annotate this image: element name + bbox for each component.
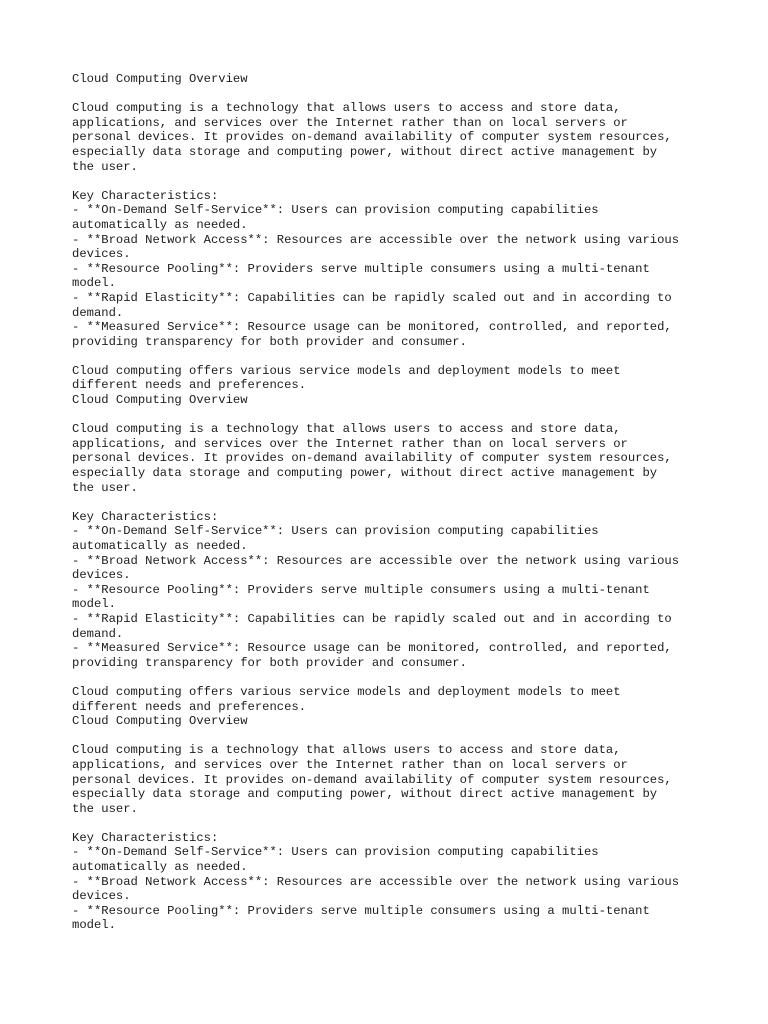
blank-line xyxy=(72,816,732,831)
text-line: applications, and services over the Internet rather than on local servers or xyxy=(72,757,628,772)
blank-line xyxy=(72,408,732,423)
text-line: Cloud Computing Overview xyxy=(72,72,248,86)
text-line: Key Characteristics: xyxy=(72,188,219,203)
blank-line xyxy=(72,87,732,102)
text-line: Cloud computing offers various service models and deployment models to meet xyxy=(72,363,621,378)
text-line: - **On-Demand Self-Service**: Users can provision computing capabilities xyxy=(72,524,599,539)
text-line: automatically as needed. xyxy=(72,860,248,875)
text-line: applications, and services over the Internet rather than on local servers or xyxy=(72,436,628,451)
text-line: - **Broad Network Access**: Resources are accessible over the network using various xyxy=(72,232,680,247)
text-line: different needs and preferences. xyxy=(72,699,307,714)
text-line: - **Measured Service**: Resource usage can be monitored, controlled, and reported, xyxy=(72,641,672,656)
text-line: - **Rapid Elasticity**: Capabilities can be rapidly scaled out and in according to xyxy=(72,611,672,626)
text-line: demand. xyxy=(72,626,124,641)
text-line: model. xyxy=(72,597,116,612)
blank-line xyxy=(72,729,732,744)
text-line: - **Measured Service**: Resource usage can be monitored, controlled, and reported, xyxy=(72,320,672,335)
text-line: automatically as needed. xyxy=(72,539,248,553)
blank-line xyxy=(72,349,732,364)
blank-line xyxy=(72,174,732,189)
text-line: - **Resource Pooling**: Providers serve multiple consumers using a multi-tenant xyxy=(72,261,650,276)
text-line: the user. xyxy=(72,801,138,816)
text-line: - **Resource Pooling**: Providers serve multiple consumers using a multi-tenant xyxy=(72,903,650,918)
text-line: devices. xyxy=(72,889,131,904)
text-line: Cloud computing offers various service models and deployment models to meet xyxy=(72,684,621,699)
text-line: - **On-Demand Self-Service**: Users can provision computing capabilities xyxy=(72,845,599,860)
text-line: Cloud computing is a technology that allows users to access and store data, xyxy=(72,422,621,437)
text-line: - **Broad Network Access**: Resources are accessible over the network using various xyxy=(72,874,680,889)
text-line: - **Resource Pooling**: Providers serve multiple consumers using a multi-tenant xyxy=(72,582,650,597)
text-line: demand. xyxy=(72,305,124,320)
text-line: especially data storage and computing power, without direct active management by xyxy=(72,144,658,159)
blank-line xyxy=(72,495,732,510)
text-line: especially data storage and computing power, without direct active management by xyxy=(72,466,658,481)
text-line: the user. xyxy=(72,480,138,495)
text-line: Cloud computing is a technology that allows users to access and store data, xyxy=(72,743,621,758)
text-line: devices. xyxy=(72,568,131,583)
text-line: - **Broad Network Access**: Resources are accessible over the network using various xyxy=(72,553,680,568)
text-line: - **On-Demand Self-Service**: Users can provision computing capabilities xyxy=(72,203,599,218)
text-line: - **Rapid Elasticity**: Capabilities can be rapidly scaled out and in according to xyxy=(72,290,672,305)
text-line: personal devices. It provides on-demand availability of computer system resources, xyxy=(72,451,672,466)
text-line: Key Characteristics: xyxy=(72,509,219,524)
text-line: Cloud computing is a technology that allows users to access and store data, xyxy=(72,101,621,116)
text-line: providing transparency for both provider and consumer. xyxy=(72,334,467,349)
text-line: Cloud Computing Overview xyxy=(72,714,248,729)
text-line: especially data storage and computing power, without direct active management by xyxy=(72,787,658,802)
blank-line xyxy=(72,670,732,685)
text-line: the user. xyxy=(72,159,138,174)
document-body xyxy=(72,72,732,933)
text-line: model. xyxy=(72,276,116,291)
text-line: providing transparency for both provider and consumer. xyxy=(72,655,467,670)
text-line: applications, and services over the Internet rather than on local servers or xyxy=(72,115,628,130)
text-line: Cloud Computing Overview xyxy=(72,393,248,408)
text-line: different needs and preferences. xyxy=(72,378,307,393)
text-line: personal devices. It provides on-demand availability of computer system resources, xyxy=(72,772,672,787)
text-line: devices. xyxy=(72,247,131,262)
text-line: model. xyxy=(72,918,116,933)
text-line: Key Characteristics: xyxy=(72,830,219,845)
text-line: automatically as needed. xyxy=(72,217,248,232)
text-line: personal devices. It provides on-demand availability of computer system resources, xyxy=(72,130,672,145)
